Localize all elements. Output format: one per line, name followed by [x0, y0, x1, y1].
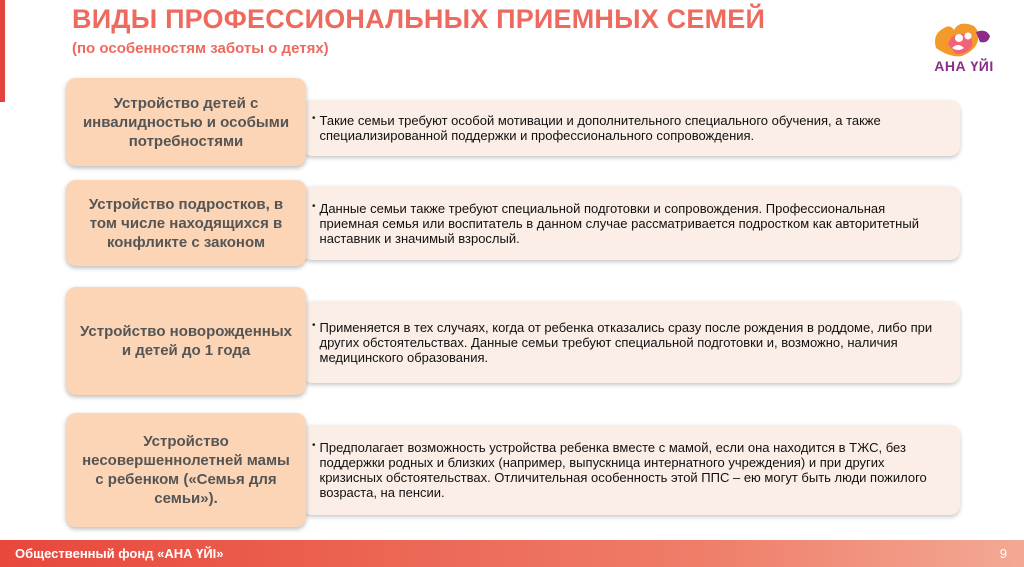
row-minor-mother — [66, 413, 960, 527]
category-label: Устройство подростков, в том числе находящихся в конфликте с законом — [66, 180, 306, 266]
bullet-icon: • — [312, 200, 316, 212]
logo-name: АНА ҮЙІ — [934, 58, 994, 74]
footer-bar — [0, 540, 1024, 567]
bullet-icon: • — [312, 440, 316, 451]
description-text: Применяется в тех случаях, когда от ребенка отказались сразу после рождения в роддоме, либо при других обстоятельствах. Данные семьи требуют специальной подготовки и, возможно, наличия медицинского образования. — [319, 319, 933, 365]
category-label: Устройство новорожденных и детей до 1 года — [66, 287, 306, 395]
family-heart-icon — [928, 18, 1000, 62]
page-subtitle: (по особенностям заботы о детях) — [72, 40, 329, 57]
accent-bar — [0, 0, 5, 102]
description-text: Такие семьи требуют особой мотивации и дополнительного специального обучения, а также специализированной поддержки и профессионального сопровождения. — [319, 113, 881, 143]
description-box — [302, 186, 960, 260]
page-title: ВИДЫ ПРОФЕССИОНАЛЬНЫХ ПРИЕМНЫХ СЕМЕЙ — [72, 4, 766, 34]
row-newborns — [66, 287, 960, 395]
row-disability — [66, 78, 960, 166]
bullet-icon: • — [312, 113, 316, 124]
bullet-icon: • — [312, 319, 316, 331]
description-box — [302, 100, 960, 156]
row-teenagers — [66, 180, 960, 266]
footer-text: Общественный фонд «АНА ҮЙІ» — [15, 546, 224, 561]
description-text: Предполагает возможность устройства ребенка вместе с мамой, если она находится в ТЖС, без поддержки родных и близких (например, выпускница интернатного учреждения) и при других кризисных обстоятельствах. Отличительная особенность этой ППС – ею могут быть люди пожилого возраста, на пенсии. — [319, 440, 927, 500]
category-label: Устройство несовершеннолетней мамы с ребенком («Семья для семьи»). — [66, 413, 306, 527]
page-number: 9 — [999, 546, 1007, 561]
description-box — [302, 425, 960, 515]
description-box — [302, 301, 960, 383]
description-text: Данные семьи также требуют специальной подготовки и сопровождения. Профессиональная приемная семья или воспитатель в данном случае рассматривается подростком как авторитетный наставник и значимый взрослый. — [319, 200, 919, 246]
category-label: Устройство детей с инвалидностью и особыми потребностями — [66, 78, 306, 166]
